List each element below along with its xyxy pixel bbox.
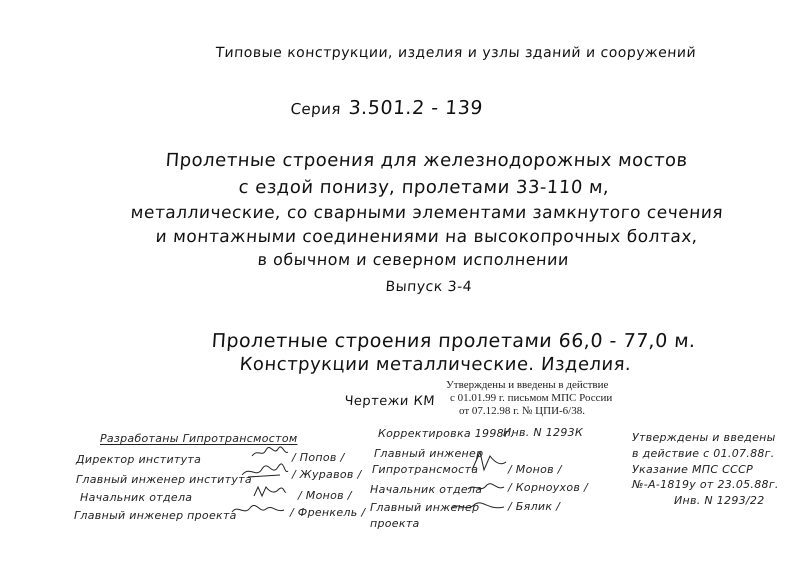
developer-role-1: Директор института	[76, 453, 202, 466]
correction-inventory: Инв. N 1293К	[503, 426, 584, 439]
approval-hand-line-2: в действие с 01.07.88г.	[632, 447, 775, 460]
signature-correction-chief-icon	[468, 448, 508, 474]
correction-role-5: проекта	[370, 517, 420, 530]
drawings-label: Чертежи КМ	[343, 394, 436, 409]
correction-role-2: Гипротрансмоста	[372, 463, 479, 476]
developer-role-2: Главный инженер института	[76, 473, 252, 486]
collection-header: Типовые конструкции, изделия и узлы зданий и сооружений	[214, 45, 697, 61]
title-line-3: металлические, со сварными элементами замкнутого сечения	[129, 203, 724, 223]
approval-hand-line-3: Указание МПС СССР	[632, 463, 753, 476]
approval-print-line-3: от 07.12.98 г. № ЦПИ-6/38.	[459, 405, 585, 417]
correction-line: Корректировка 1998г.	[378, 427, 514, 440]
signature-project-engineer-icon	[230, 502, 286, 518]
signature-director-icon	[250, 446, 290, 460]
signature-department-head-icon	[252, 484, 288, 500]
developer-role-3: Начальник отдела	[80, 491, 193, 504]
title-line-1: Пролетные строения для железнодорожных мостов	[164, 150, 689, 171]
signature-correction-head-icon	[466, 481, 506, 495]
series-number: 3.501.2 - 139	[347, 97, 484, 119]
approval-hand-line-1: Утверждены и введены	[632, 431, 776, 444]
correction-name-4: / Бялик /	[508, 500, 561, 513]
series-label: Серия	[289, 100, 342, 118]
developer-name-2: / Журавов /	[292, 468, 362, 481]
correction-role-3: Начальник отдела	[370, 483, 483, 496]
signature-correction-engineer-icon	[450, 500, 506, 514]
correction-name-3: / Корноухов /	[508, 481, 588, 494]
correction-role-4: Главный инженер	[370, 501, 480, 514]
approval-hand-line-4: №-А-1819у от 23.05.88г.	[632, 478, 779, 491]
title-line-4: и монтажными соединениями на высокопрочных болтах,	[154, 227, 699, 247]
developer-name-3: / Монов /	[298, 489, 352, 502]
approval-print-line-2: с 01.01.99 г. письмом МПС России	[450, 392, 613, 404]
title-line-5: в обычном и северном исполнении	[256, 250, 570, 269]
subtitle-line-1: Пролетные строения пролетами 66,0 - 77,0 м.	[210, 330, 697, 352]
developer-name-1: / Попов /	[292, 451, 345, 464]
issue-number: Выпуск 3-4	[384, 279, 473, 295]
approval-hand-line-5: Инв. N 1293/22	[674, 494, 765, 507]
signature-chief-engineer-icon	[240, 463, 290, 481]
correction-role-1: Главный инженер	[374, 447, 484, 460]
title-line-2: с ездой понизу, пролетами 33-110 м,	[237, 177, 611, 198]
subtitle-line-2: Конструкции металлические. Изделия.	[238, 354, 633, 375]
approval-print-line-1: Утверждены и введены в действие	[446, 379, 609, 391]
developer-heading: Разработаны Гипротрансмостом	[100, 432, 298, 445]
developer-role-4: Главный инженер проекта	[74, 509, 237, 522]
correction-name-2: / Монов /	[508, 463, 562, 476]
developer-name-4: / Френкель /	[290, 506, 366, 519]
